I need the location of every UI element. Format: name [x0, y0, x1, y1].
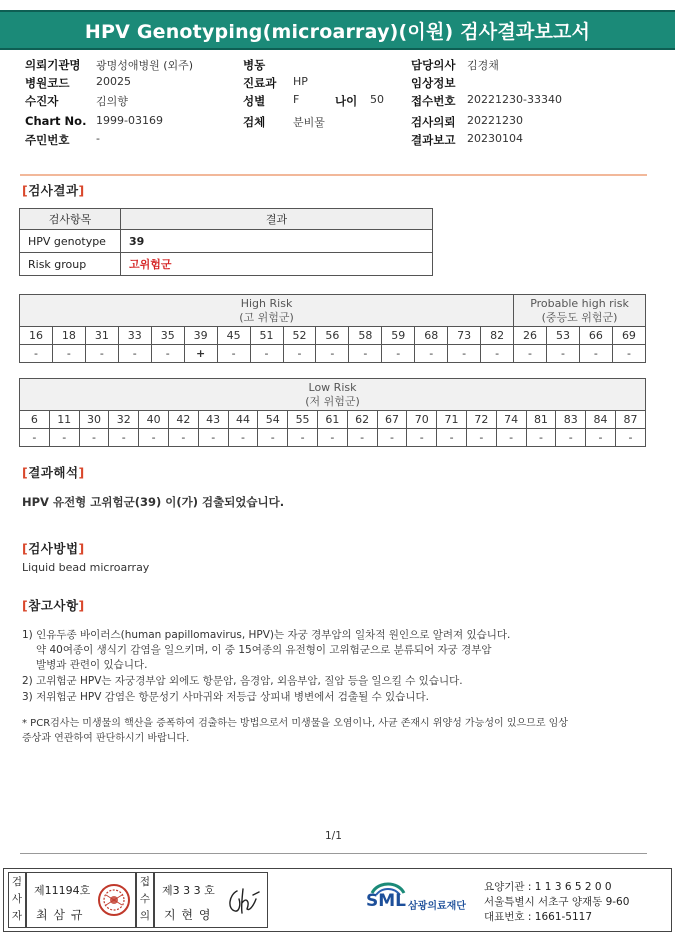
report-title: HPV Genotyping(microarray)(이원) 검사결과보고서	[84, 20, 591, 43]
probable-risk-subtitle: (중등도 위험군)	[541, 310, 618, 324]
type-cell: 26	[514, 327, 547, 345]
dept-label: 진료과	[243, 76, 277, 90]
result-cell: -	[347, 429, 377, 447]
type-cell: 83	[556, 411, 586, 429]
phone: 대표번호 : 1661-5117	[484, 911, 593, 923]
approver-info-box	[154, 872, 268, 928]
type-cell: 71	[437, 411, 467, 429]
type-cell: 35	[151, 327, 184, 345]
note-line: 약 40여종이 생식기 감염을 일으키며, 이 중 15여종의 유전형이 고위험군으로 분류되어 자궁 경부암	[36, 644, 492, 656]
type-cell: 6	[20, 411, 50, 429]
receipt-value: 20221230-33340	[467, 93, 562, 106]
brand-name: SML	[366, 891, 406, 911]
result-cell: -	[79, 429, 109, 447]
result-cell: -	[20, 345, 53, 363]
type-cell: 53	[547, 327, 580, 345]
interpretation-heading: [결과해석]	[22, 465, 85, 480]
result-cell: -	[288, 429, 318, 447]
ward-label: 병동	[243, 58, 266, 72]
result-cell: -	[526, 429, 556, 447]
request-value: 20221230	[467, 114, 523, 127]
type-cell: 18	[52, 327, 85, 345]
result-cell: -	[20, 429, 50, 447]
doctor-label: 담당의사	[411, 58, 456, 72]
type-cell: 16	[20, 327, 53, 345]
type-cell: 30	[79, 411, 109, 429]
info-row-4	[25, 114, 655, 130]
result-cell: -	[579, 345, 612, 363]
type-cell: 61	[317, 411, 347, 429]
inspector-info-box	[26, 872, 136, 928]
inspector-label: 검사자	[11, 876, 23, 922]
type-cell: 44	[228, 411, 258, 429]
dept-value: HP	[293, 75, 308, 88]
result-cell: -	[481, 345, 514, 363]
result-cell: -	[49, 429, 79, 447]
sex-label: 성별	[243, 94, 266, 108]
result-cell: -	[586, 429, 616, 447]
result-heading: [검사결과]	[22, 183, 85, 198]
result-cell: -	[612, 345, 645, 363]
type-cell: 55	[288, 411, 318, 429]
age-label: 나이	[335, 94, 358, 108]
inspector-license: 제11194호	[34, 884, 91, 897]
probable-risk-title: Probable high risk	[530, 296, 629, 310]
info-row-5	[25, 132, 655, 148]
chart-label: Chart No.	[25, 114, 87, 128]
institution-value: 광명성애병원 (외주)	[96, 59, 194, 72]
result-cell: -	[556, 429, 586, 447]
hospital-code-value: 20025	[96, 75, 131, 88]
brand-sub: 삼광의료재단	[408, 901, 466, 912]
high-risk-subtitle: (고 위험군)	[239, 310, 294, 324]
low-risk-subtitle: (저 위험군)	[305, 394, 360, 408]
type-cell: 52	[283, 327, 316, 345]
result-cell: -	[349, 345, 382, 363]
type-cell: 62	[347, 411, 377, 429]
type-cell: 74	[496, 411, 526, 429]
type-cell: 69	[612, 327, 645, 345]
result-cell: -	[228, 429, 258, 447]
result-cell: -	[283, 345, 316, 363]
row-result: 39	[121, 230, 433, 253]
result-cell: -	[615, 429, 645, 447]
low-risk-title: Low Risk	[308, 380, 357, 394]
type-cell: 56	[316, 327, 349, 345]
result-cell: -	[52, 345, 85, 363]
hospital-code-label: 병원코드	[25, 76, 70, 90]
inspector-label-box	[8, 872, 26, 928]
note-line: 1) 인유두종 바이러스(human papillomavirus, HPV)는 자궁 경부암의 일차적 원인으로 알려져 있습니다.	[22, 629, 511, 641]
col-header-result: 결과	[121, 209, 433, 230]
high-risk-header	[20, 295, 514, 327]
row-item: Risk group	[20, 253, 121, 276]
specimen-label: 검체	[243, 115, 266, 129]
low-risk-header	[20, 379, 646, 411]
result-cell: -	[466, 429, 496, 447]
signature-icon	[225, 885, 261, 917]
result-cell: -	[109, 429, 139, 447]
info-row-3	[25, 93, 655, 109]
chart-value: 1999-03169	[96, 114, 163, 127]
result-cell: -	[217, 345, 250, 363]
type-cell: 68	[415, 327, 448, 345]
footnote-line: 증상과 연관하여 판단하시기 바랍니다.	[22, 733, 190, 744]
type-cell: 51	[250, 327, 283, 345]
low-risk-table	[19, 378, 646, 447]
approver-name: 지 현 영	[164, 908, 212, 922]
page-number: 1/1	[325, 830, 342, 842]
type-cell: 43	[198, 411, 228, 429]
result-cell: -	[151, 345, 184, 363]
type-cell: 87	[615, 411, 645, 429]
rrn-label: 주민번호	[25, 133, 70, 147]
result-cell: -	[317, 429, 347, 447]
report-date-label: 결과보고	[411, 133, 456, 147]
specimen-value: 분비물	[293, 116, 325, 129]
result-cell: -	[547, 345, 580, 363]
type-cell: 82	[481, 327, 514, 345]
result-cell: -	[377, 429, 407, 447]
patient-label: 수진자	[25, 94, 59, 108]
result-cell: -	[448, 345, 481, 363]
high-risk-table	[19, 294, 646, 363]
result-cell: -	[407, 429, 437, 447]
result-cell: -	[139, 429, 169, 447]
report-title-bar	[0, 10, 675, 50]
table-row	[20, 230, 433, 253]
result-cell: -	[382, 345, 415, 363]
type-cell: 32	[109, 411, 139, 429]
type-cell: 81	[526, 411, 556, 429]
note-line: 2) 고위험군 HPV는 자궁경부암 외에도 항문암, 음경암, 외음부암, 질암 등을 일으킬 수 있습니다.	[22, 675, 463, 687]
result-cell: -	[250, 345, 283, 363]
patient-value: 김의향	[96, 95, 128, 108]
type-cell: 42	[168, 411, 198, 429]
inspector-name: 최 삼 규	[36, 908, 84, 922]
type-cell: 70	[407, 411, 437, 429]
probable-risk-header	[514, 295, 646, 327]
footer-divider	[20, 853, 647, 854]
type-cell: 31	[85, 327, 118, 345]
seal-stamp-icon	[97, 883, 131, 917]
address: 서울특별시 서초구 양재동 9-60	[484, 896, 630, 908]
result-cell: -	[415, 345, 448, 363]
row-item: HPV genotype	[20, 230, 121, 253]
note-line: 3) 저위험군 HPV 감염은 항문성기 사마귀와 저등급 상피내 병변에서 검출될 수 있습니다.	[22, 691, 429, 703]
low-risk-types-row	[20, 411, 646, 429]
notes-heading: [참고사항]	[22, 598, 85, 613]
result-cell: -	[258, 429, 288, 447]
high-risk-types-row	[20, 327, 646, 345]
info-row-2	[25, 75, 655, 91]
result-cell: -	[496, 429, 526, 447]
report-date-value: 20230104	[467, 132, 523, 145]
rrn-value: -	[96, 132, 100, 145]
interpretation-text: HPV 유전형 고위험군(39) 이(가) 검출되었습니다.	[22, 495, 285, 509]
high-risk-title: High Risk	[240, 296, 293, 310]
footer	[3, 868, 672, 932]
note-line: 발병과 관련이 있습니다.	[36, 659, 148, 671]
type-cell: 66	[579, 327, 612, 345]
low-risk-results-row	[20, 429, 646, 447]
table-row	[20, 253, 433, 276]
col-header-item: 검사항목	[20, 209, 121, 230]
approver-license: 제3 3 3 호	[162, 884, 215, 897]
method-heading: [검사방법]	[22, 541, 85, 556]
type-cell: 84	[586, 411, 616, 429]
approver-label: 접수의	[139, 876, 151, 922]
result-cell: -	[437, 429, 467, 447]
row-result: 고위험군	[121, 253, 433, 276]
receipt-label: 접수번호	[411, 94, 456, 108]
type-cell: 59	[382, 327, 415, 345]
type-cell: 33	[118, 327, 151, 345]
doctor-value: 김경채	[467, 59, 499, 72]
type-cell: 58	[349, 327, 382, 345]
info-row-1	[25, 57, 655, 73]
type-cell: 40	[139, 411, 169, 429]
request-label: 검사의뢰	[411, 115, 456, 129]
org-code: 요양기관 : 1 1 3 6 5 2 0 0	[484, 881, 612, 893]
type-cell: 11	[49, 411, 79, 429]
result-cell: -	[85, 345, 118, 363]
result-cell: +	[184, 345, 217, 363]
type-cell: 73	[448, 327, 481, 345]
result-cell: -	[168, 429, 198, 447]
institution-label: 의뢰기관명	[25, 58, 81, 72]
type-cell: 54	[258, 411, 288, 429]
footnote-line: * PCR검사는 미생물의 핵산을 증폭하여 검출하는 방법으로서 미생물을 오염이나, 사균 존재시 위양성 가능성이 있으므로 임상	[22, 718, 568, 729]
age-value: 50	[370, 93, 384, 106]
high-risk-results-row	[20, 345, 646, 363]
type-cell: 45	[217, 327, 250, 345]
result-cell: -	[118, 345, 151, 363]
result-cell: -	[514, 345, 547, 363]
type-cell: 72	[466, 411, 496, 429]
sex-value: F	[293, 93, 300, 106]
result-cell: -	[316, 345, 349, 363]
approver-label-box	[136, 872, 154, 928]
result-table	[19, 208, 433, 276]
method-text: Liquid bead microarray	[22, 561, 150, 574]
type-cell: 39	[184, 327, 217, 345]
clinical-label: 임상정보	[411, 76, 456, 90]
result-cell: -	[198, 429, 228, 447]
type-cell: 67	[377, 411, 407, 429]
section-divider	[20, 174, 647, 176]
